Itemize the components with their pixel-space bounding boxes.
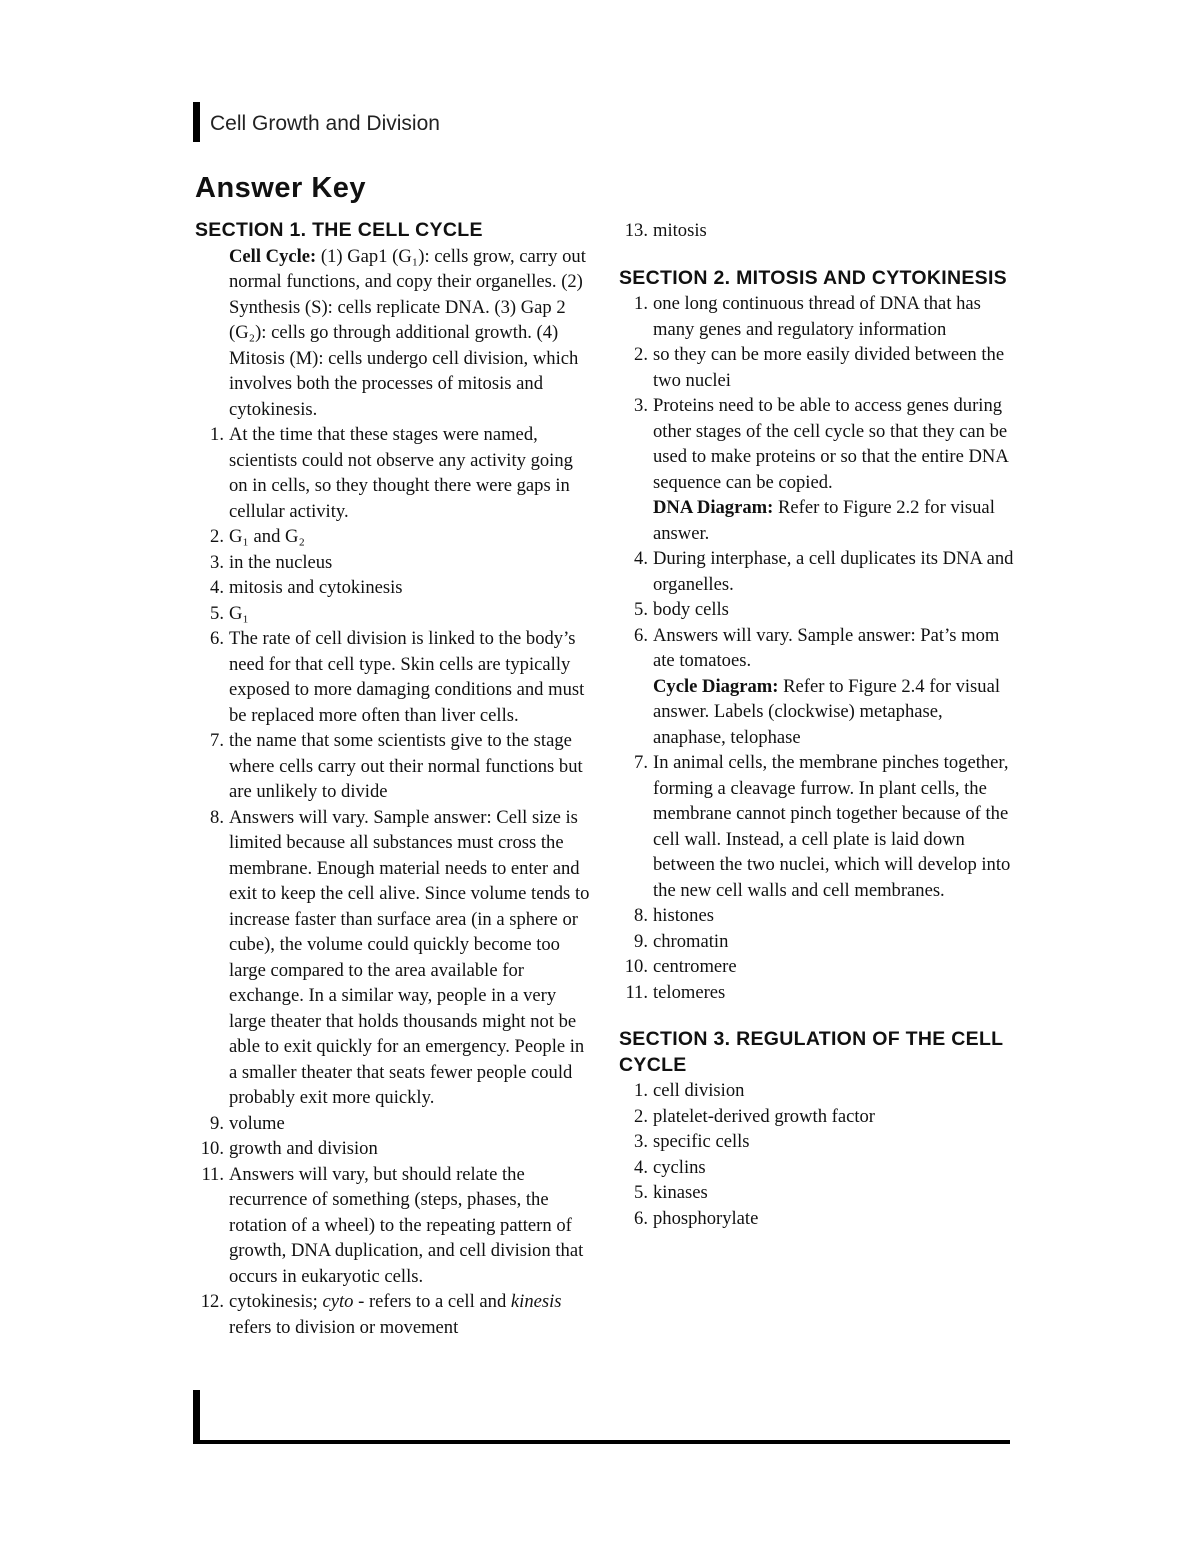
answer-number: 4. bbox=[634, 1156, 648, 1178]
header-bar bbox=[193, 102, 200, 142]
answer-number: 7. bbox=[210, 730, 224, 751]
dna-diagram-note bbox=[653, 495, 1019, 546]
intro-text: (1) Gap1 (G₁): cells grow, carry out normal functions, and copy their organelles. (2) Synthesis (S): cells replicate DNA. (3) Gap 2 (G₂): cells go through additional growth. (4) Mitosis (M): cells undergo cell division, which involves both the processes of mitosis and cytokinesis. bbox=[229, 245, 586, 420]
answer-item bbox=[619, 1206, 1019, 1232]
answer-text: kinases bbox=[653, 1182, 708, 1203]
diagram-text: Refer to Figure 2.2 for visual answer. bbox=[653, 497, 995, 544]
answer-number: 4. bbox=[634, 548, 648, 569]
answer-text: so they can be more easily divided between the two nuclei bbox=[653, 344, 1005, 391]
answer-text: telomeres bbox=[653, 981, 726, 1003]
answer-text: specific cells bbox=[653, 1131, 750, 1152]
answer-text: G₁ and G₂ bbox=[229, 526, 305, 547]
answer-text-part: - refers to a cell and bbox=[353, 1291, 511, 1312]
answer-number: 5. bbox=[210, 602, 224, 624]
answer-number: 4. bbox=[210, 577, 224, 598]
answer-item bbox=[619, 1129, 1019, 1155]
answer-number: 3. bbox=[634, 395, 648, 416]
answer-item bbox=[195, 575, 595, 601]
answer-number: 6. bbox=[210, 628, 224, 649]
answer-item bbox=[619, 929, 1019, 955]
answer-number: 1. bbox=[634, 1080, 648, 1101]
spacer bbox=[619, 1005, 1019, 1027]
answer-text: volume bbox=[229, 1112, 285, 1134]
answer-number: 1. bbox=[634, 293, 648, 314]
section-1-heading: SECTION 1. THE CELL CYCLE bbox=[195, 219, 483, 241]
cell-cycle-intro bbox=[229, 244, 595, 423]
answer-item bbox=[619, 546, 1019, 597]
answer-item bbox=[619, 750, 1019, 903]
answer-text: mitosis bbox=[653, 220, 707, 241]
section-1-answers-continued bbox=[619, 218, 1019, 244]
answer-item bbox=[619, 393, 1019, 546]
answer-number: 7. bbox=[634, 752, 648, 773]
footer-rule bbox=[193, 1440, 1010, 1444]
answer-item bbox=[195, 550, 595, 576]
answer-text: During interphase, a cell duplicates its DNA and organelles. bbox=[653, 548, 1014, 595]
answer-number: 2. bbox=[634, 344, 648, 365]
answer-number: 2. bbox=[210, 526, 224, 547]
answer-text: phosphorylate bbox=[653, 1207, 759, 1229]
answer-text: In animal cells, the membrane pinches together, forming a cleavage furrow. In plant cells, the membrane cannot pinch together because of the cell wall. Instead, a cell plate is laid down between the two nuclei, which will develop into the new cell walls and cell membranes. bbox=[653, 752, 1011, 901]
answer-item bbox=[619, 291, 1019, 342]
answer-item bbox=[195, 805, 595, 1111]
answer-number: 2. bbox=[634, 1105, 648, 1127]
answer-text: body cells bbox=[653, 599, 729, 620]
term-cyto: cyto bbox=[322, 1291, 354, 1312]
answer-number: 8. bbox=[210, 806, 224, 828]
answer-text: centromere bbox=[653, 956, 737, 977]
answer-item bbox=[195, 1111, 595, 1137]
answer-number: 9. bbox=[634, 930, 648, 952]
answer-number: 11. bbox=[625, 981, 648, 1003]
answer-text: cyclins bbox=[653, 1156, 706, 1178]
answer-text: cell division bbox=[653, 1080, 745, 1101]
running-header: Cell Growth and Division bbox=[210, 112, 440, 135]
diagram-label: DNA Diagram: bbox=[653, 497, 774, 518]
answer-text: chromatin bbox=[653, 930, 729, 952]
left-column bbox=[195, 218, 595, 1340]
answer-item bbox=[195, 422, 595, 524]
diagram-label: Cycle Diagram: bbox=[653, 675, 779, 697]
answer-number: 5. bbox=[634, 599, 648, 620]
section-3-heading: SECTION 3. REGULATION OF THE CELL CYCLE bbox=[619, 1028, 1004, 1076]
right-column bbox=[619, 218, 1019, 1231]
diagram-text: Refer to Figure 2.4 for visual answer. Labels (clockwise) metaphase, anaphase, telophase bbox=[653, 675, 1000, 748]
cycle-diagram-note bbox=[653, 674, 1019, 751]
answer-item bbox=[619, 623, 1019, 751]
answer-text: growth and division bbox=[229, 1138, 378, 1159]
answer-item bbox=[619, 218, 1019, 244]
footer-bar bbox=[193, 1390, 200, 1444]
section-2-answers bbox=[619, 291, 1019, 1005]
answer-number: 13. bbox=[624, 220, 648, 241]
answer-text: G₁ bbox=[229, 602, 249, 624]
answer-text-part: cytokinesis; bbox=[229, 1291, 323, 1312]
answer-text-part: refers to division or movement bbox=[229, 1316, 459, 1338]
term-kinesis: kinesis bbox=[510, 1291, 562, 1312]
answer-text: At the time that these stages were named, scientists could not observe any activity going on in cells, so they thought there were gaps in cellular activity. bbox=[229, 424, 573, 522]
answer-text: Answers will vary, but should relate the recurrence of something (steps, phases, the rotation of a wheel) to the repeating pattern of growth, DNA duplication, and cell division that occurs in eukaryotic cells. bbox=[229, 1163, 584, 1287]
answer-text bbox=[229, 1291, 562, 1338]
answer-item bbox=[619, 1104, 1019, 1130]
answer-text: in the nucleus bbox=[229, 551, 333, 573]
answer-item bbox=[619, 597, 1019, 623]
answer-item bbox=[619, 1180, 1019, 1206]
answer-item bbox=[619, 954, 1019, 980]
answer-item bbox=[195, 1136, 595, 1162]
answer-number: 8. bbox=[634, 905, 648, 926]
answer-number: 9. bbox=[210, 1112, 224, 1134]
answer-text: histones bbox=[653, 905, 714, 926]
spacer bbox=[619, 244, 1019, 266]
answer-item bbox=[195, 1289, 595, 1340]
answer-item bbox=[195, 728, 595, 805]
answer-number: 1. bbox=[210, 424, 224, 445]
answer-item bbox=[195, 626, 595, 728]
answer-number: 10. bbox=[200, 1138, 224, 1159]
section-3-answers bbox=[619, 1078, 1019, 1231]
answer-item bbox=[195, 1162, 595, 1290]
answer-item bbox=[195, 524, 595, 550]
intro-label: Cell Cycle: bbox=[229, 245, 317, 267]
answer-text: one long continuous thread of DNA that has many genes and regulatory information bbox=[653, 293, 981, 340]
answer-item bbox=[619, 980, 1019, 1006]
answer-text: the name that some scientists give to the stage where cells carry out their normal functions but are unlikely to divide bbox=[229, 730, 583, 802]
answer-text: The rate of cell division is linked to the body’s need for that cell type. Skin cells are typically exposed to more damaging conditions and must be replaced more often than liver cells. bbox=[229, 628, 585, 726]
answer-text: Proteins need to be able to access genes during other stages of the cell cycle so that they can be used to make proteins or so that the entire DNA sequence can be copied. bbox=[653, 395, 1008, 493]
answer-number: 3. bbox=[210, 551, 224, 573]
section-2-heading: SECTION 2. MITOSIS AND CYTOKINESIS bbox=[619, 266, 1007, 289]
answer-item bbox=[619, 1078, 1019, 1104]
answer-number: 6. bbox=[634, 624, 648, 646]
answer-item bbox=[195, 601, 595, 627]
answer-text: platelet-derived growth factor bbox=[653, 1105, 875, 1127]
answer-number: 11. bbox=[201, 1163, 224, 1185]
answer-item bbox=[619, 903, 1019, 929]
answer-number: 3. bbox=[634, 1131, 648, 1152]
answer-text: Answers will vary. Sample answer: Pat’s mom ate tomatoes. bbox=[653, 624, 1000, 671]
answer-number: 5. bbox=[634, 1182, 648, 1203]
answer-text: mitosis and cytokinesis bbox=[229, 577, 403, 598]
answer-item bbox=[619, 342, 1019, 393]
answer-text: Answers will vary. Sample answer: Cell size is limited because all substances must cross the membrane. Enough material needs to enter and exit to keep the cell alive. Since volume tends to increase faster than surface area (in a sphere or cube), the volume could quickly become too large compared to the area available for exchange. In a similar way, people in a very large theater that holds thousands might not be able to exit quickly for an emergency. People in a smaller theater that seats fewer people could probably exit more quickly. bbox=[229, 806, 590, 1108]
answer-number: 10. bbox=[624, 956, 648, 977]
answer-number: 12. bbox=[200, 1291, 224, 1312]
section-1-answers bbox=[195, 422, 595, 1340]
answer-number: 6. bbox=[634, 1207, 648, 1229]
answer-item bbox=[619, 1155, 1019, 1181]
page-title: Answer Key bbox=[195, 172, 367, 204]
